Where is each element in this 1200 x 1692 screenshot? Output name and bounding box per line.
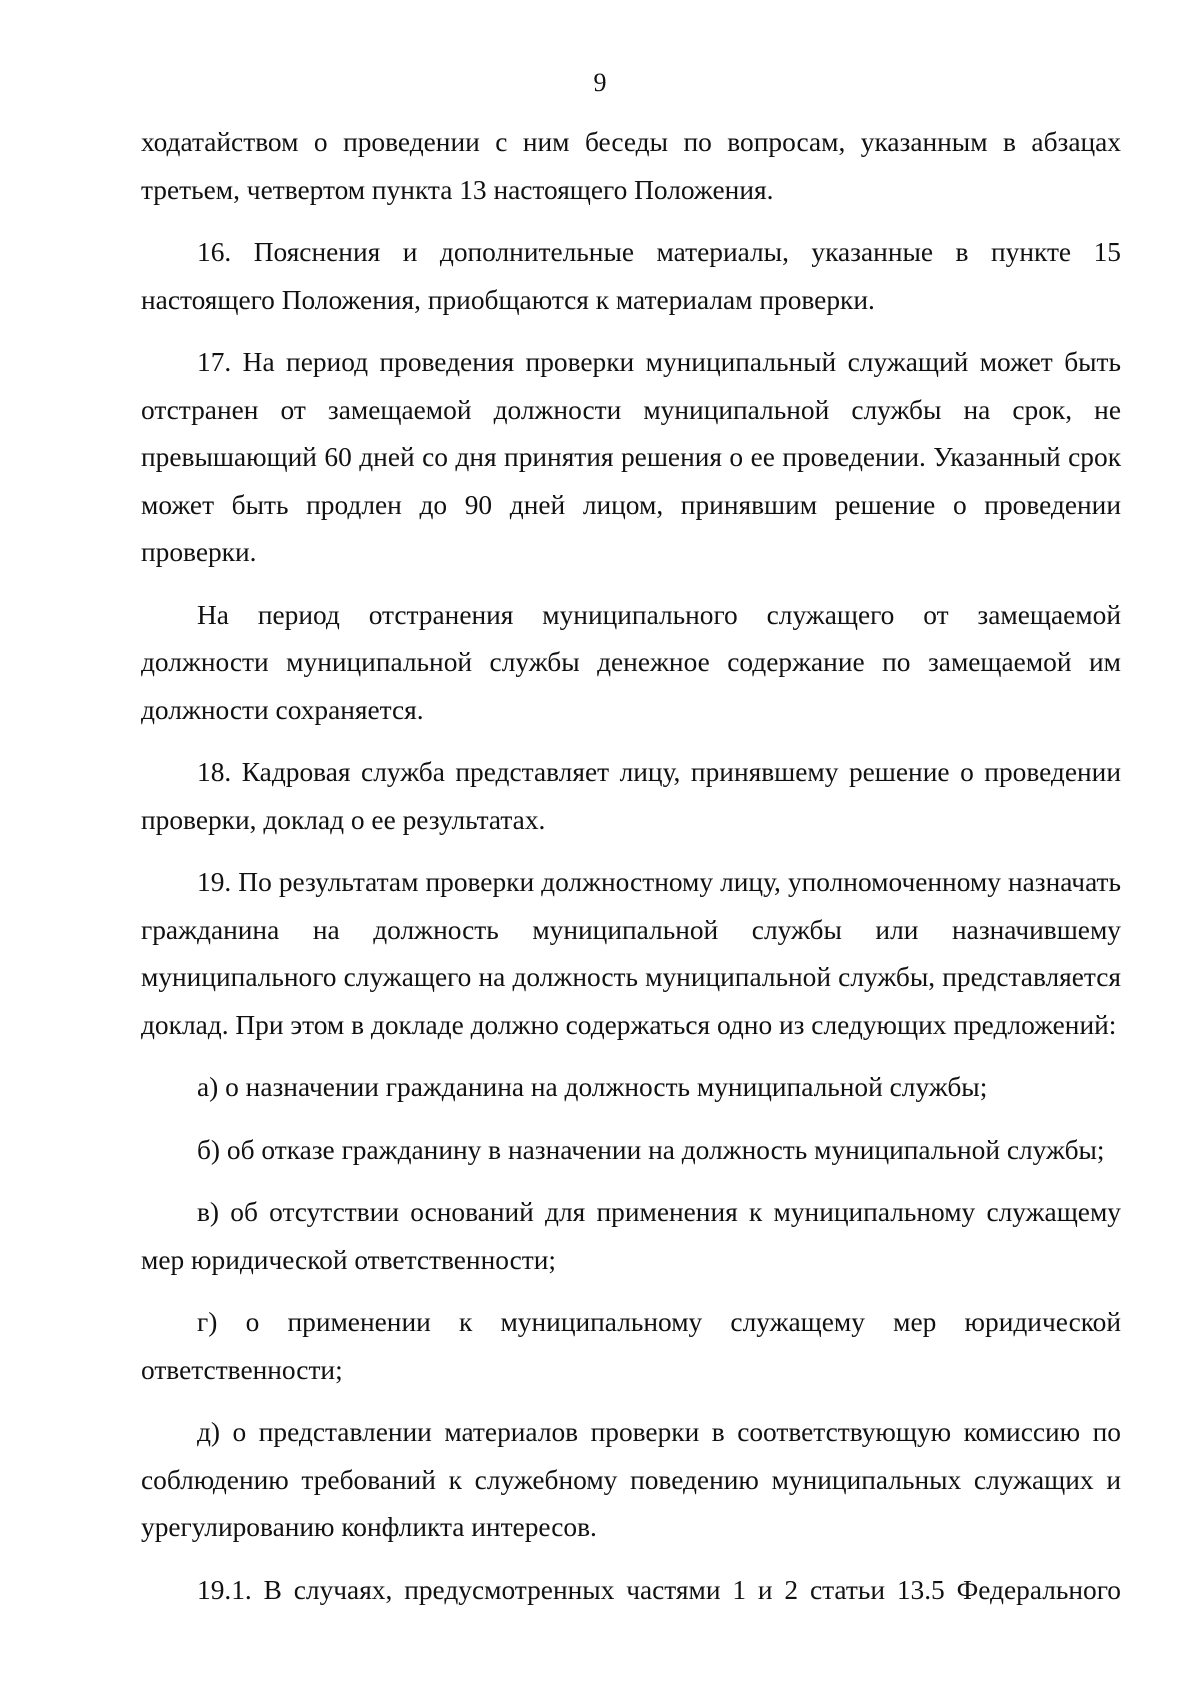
paragraph-18: 18. Кадровая служба представляет лицу, принявшему решение о проведении проверки, доклад о ее результатах.	[141, 757, 1121, 835]
paragraph-16: 16. Пояснения и дополнительные материалы, указанные в пункте 15 настоящего Положения, приобщаются к материалам проверки.	[141, 237, 1121, 315]
paragraph-19-item-v: в) об отсутствии оснований для применения к муниципальному служащему мер юридической ответственности;	[141, 1197, 1121, 1275]
paragraph-19-item-d: д) о представлении материалов проверки в соответствующую комиссию по соблюдению требований к служебному поведению муниципальных служащих и урегулированию конфликта интересов.	[141, 1417, 1121, 1542]
paragraph-17: 17. На период проведения проверки муниципальный служащий может быть отстранен от замещаемой должности муниципальной службы на срок, не превышающий 60 дней со дня принятия решения о ее проведении. Указанный срок может быть продлен до 90 дней лицом, принявшим решение о проведении проверки.	[141, 347, 1121, 567]
paragraph-19: 19. По результатам проверки должностному лицу, уполномоченному назначать гражданина на должность муниципальной службы или назначившему муниципального служащего на должность муниципальной службы, представляется доклад. При этом в докладе должно содержаться одно из следующих предложений:	[141, 867, 1121, 1040]
paragraph-17-part-2: На период отстранения муниципального служащего от замещаемой должности муниципальной службы денежное содержание по замещаемой им должности сохраняется.	[141, 599, 1121, 725]
paragraph-19-1: 19.1. В случаях, предусмотренных частями 1 и 2 статьи 13.5 Федерального	[197, 1574, 1121, 1605]
paragraph-continuation: ходатайством о проведении с ним беседы по вопросам, указанным в абзацах третьем, четвертом пункта 13 настоящего Положения.	[141, 127, 1121, 205]
paragraph-19-item-g: г) о применении к муниципальному служащему мер юридической ответственности;	[141, 1307, 1121, 1385]
page-number: 9	[593, 68, 607, 97]
document-body	[141, 119, 1121, 1629]
paragraph-19-item-b: б) об отказе гражданину в назначении на должность муниципальной службы;	[197, 1134, 1105, 1165]
paragraph-19-item-a: а) о назначении гражданина на должность муниципальной службы;	[197, 1072, 988, 1102]
